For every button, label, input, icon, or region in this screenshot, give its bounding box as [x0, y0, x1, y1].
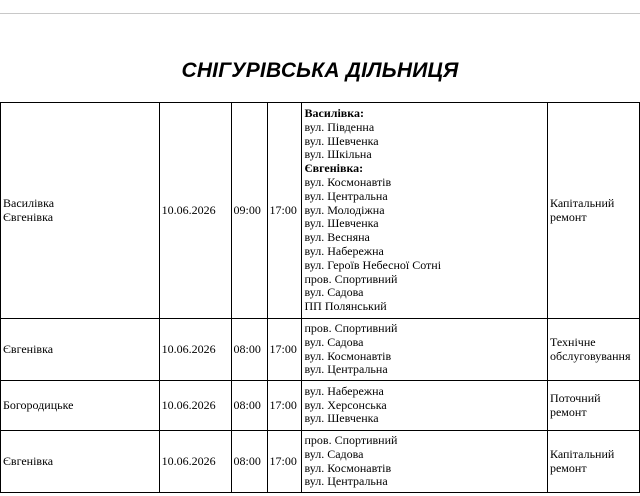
locality-cell — [1, 431, 160, 493]
locality-cell-line: Євгенівка — [3, 341, 54, 356]
locality-cell-line: Богородицьке — [3, 397, 74, 412]
locality-cell-line: Євгенівка — [3, 209, 54, 224]
streets-cell-line: вул. Херсонська — [304, 397, 387, 412]
time-from-cell: 08:00 — [231, 381, 267, 431]
work-type-cell-line: Капітальний — [549, 446, 615, 461]
locality-cell-line: Василівка — [3, 195, 55, 210]
streets-cell-line: пров. Спортивний — [304, 320, 398, 335]
work-type-cell-line: Технічне — [549, 334, 596, 349]
streets-cell-line: вул. Космонавтів — [304, 348, 392, 363]
schedule-body — [1, 103, 640, 493]
streets-cell-line: ПП Полянський — [304, 299, 387, 314]
work-type-cell-line: Капітальний — [549, 195, 615, 210]
work-type-cell — [547, 381, 639, 431]
streets-cell-line: вул. Шевченка — [304, 133, 379, 148]
work-type-cell-line: Поточний — [549, 390, 601, 405]
time-from-cell: 09:00 — [231, 103, 267, 319]
locality-cell — [1, 381, 160, 431]
date-cell: 10.06.2026 — [159, 319, 231, 381]
streets-cell-line: Василівка: — [304, 106, 365, 121]
streets-cell-line: вул. Весняна — [304, 230, 370, 245]
streets-cell — [302, 103, 548, 319]
streets-cell-line: вул. Шевченка — [304, 216, 379, 231]
time-from-cell: 08:00 — [231, 319, 267, 381]
time-to-cell: 17:00 — [267, 381, 302, 431]
locality-cell — [1, 319, 160, 381]
work-type-cell — [547, 103, 639, 319]
table-row — [1, 381, 640, 431]
streets-cell — [302, 319, 548, 381]
streets-cell-line: вул. Центральна — [304, 474, 388, 489]
streets-cell-line: вул. Центральна — [304, 362, 388, 377]
streets-cell-line: вул. Садова — [304, 446, 364, 461]
date-cell: 10.06.2026 — [159, 103, 231, 319]
streets-cell-line: вул. Космонавтів — [304, 175, 392, 189]
streets-cell-line: вул. Шкільна — [304, 147, 372, 162]
time-to-cell: 17:00 — [267, 103, 302, 319]
date-cell: 10.06.2026 — [159, 381, 231, 431]
work-type-cell-line: обслуговування — [549, 348, 631, 363]
streets-cell-line: вул. Садова — [304, 285, 364, 300]
streets-cell-line: пров. Спортивний — [304, 271, 398, 286]
streets-cell — [302, 381, 548, 431]
streets-cell-line: вул. Південна — [304, 119, 375, 134]
streets-cell-line: вул. Героїв Небесної Сотні — [304, 257, 442, 272]
locality-cell-line: Євгенівка — [3, 453, 54, 468]
work-type-cell — [547, 319, 639, 381]
streets-cell-line: вул. Шевченка — [304, 411, 379, 426]
streets-cell-line: вул. Садова — [304, 334, 364, 349]
work-type-cell-line: ремонт — [549, 404, 587, 419]
work-type-cell — [547, 431, 639, 493]
page-title: СНІГУРІВСЬКА ДІЛЬНИЦЯ — [181, 59, 459, 82]
streets-cell-line: Євгенівка: — [304, 161, 364, 176]
date-cell: 10.06.2026 — [159, 431, 231, 493]
streets-cell-line: вул. Набережна — [304, 383, 384, 398]
outage-schedule-table — [0, 102, 640, 493]
streets-cell-line: вул. Набережна — [304, 243, 384, 258]
table-row — [1, 319, 640, 381]
table-row — [1, 431, 640, 493]
time-to-cell: 17:00 — [267, 431, 302, 493]
work-type-cell-line: ремонт — [549, 209, 587, 224]
top-rule — [0, 13, 640, 14]
streets-cell — [302, 431, 548, 493]
locality-cell — [1, 103, 160, 319]
table-row — [1, 103, 640, 319]
streets-cell-line: вул. Центральна — [304, 188, 388, 203]
streets-cell-line: вул. Космонавтів — [304, 460, 392, 475]
streets-cell-line: пров. Спортивний — [304, 432, 398, 447]
time-to-cell: 17:00 — [267, 319, 302, 381]
time-from-cell: 08:00 — [231, 431, 267, 493]
work-type-cell-line: ремонт — [549, 460, 587, 475]
streets-cell-line: вул. Молодіжна — [304, 202, 385, 217]
